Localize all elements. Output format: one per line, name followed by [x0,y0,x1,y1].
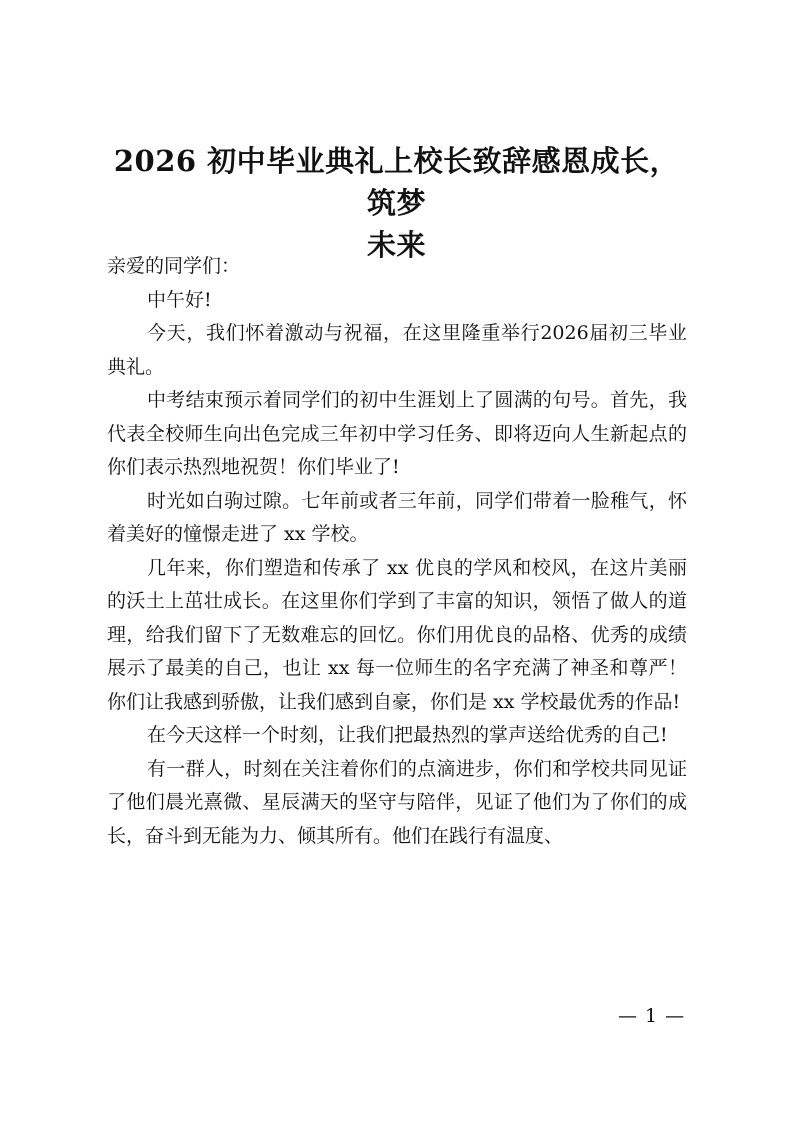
page-number: — 1 — [618,1005,686,1027]
document-title [100,140,693,266]
paragraph-applause: 在今天这样一个时刻，让我们把最热烈的掌声送给优秀的自己! [147,724,668,746]
salutation: 亲爱的同学们： [107,255,241,277]
paragraph-teachers: 有一群人，时刻在关注着你们的点滴进步，你们和学校共同见证了他们晨光熹微、星辰满天的坚守与陪伴，见证了他们为了你们的成长，奋斗到无能为力、倾其所有。他们在践行有温度、 [107,757,687,847]
paragraph-congratulations: 中考结束预示着同学们的初中生涯划上了圆满的句号。首先，我代表全校师生向出色完成三年初中学习任务、即将迈向人生新起点的你们表示热烈地祝贺！你们毕业了! [107,389,687,478]
document-body [107,250,687,853]
paragraph-growth: 几年来，你们塑造和传承了 xx 优良的学风和校风，在这片美丽的沃土上茁壮成长。在这里你们学到了丰富的知识，领悟了做人的道理，给我们留下了无数难忘的回忆。你们用优良的品格、优秀的成绩展示了最美的自己，也让 xx 每一位师生的名字充满了神圣和尊严！你们让我感到骄傲，让我们感到自豪，你们是 xx 学校最优秀的作品! [107,556,687,713]
title-line-2: 未来 [366,228,426,262]
title-line-1: 2026 初中毕业典礼上校长致辞感恩成长，筑梦 [113,144,680,220]
paragraph-greeting: 中午好! [147,288,212,311]
paragraph-opening: 今天，我们怀着激动与祝福，在这里隆重举行2026届初三毕业典礼。 [107,322,687,378]
paragraph-memories: 时光如白驹过隙。七年前或者三年前，同学们带着一脸稚气，怀着美好的憧憬走进了 xx 学校。 [107,489,687,545]
